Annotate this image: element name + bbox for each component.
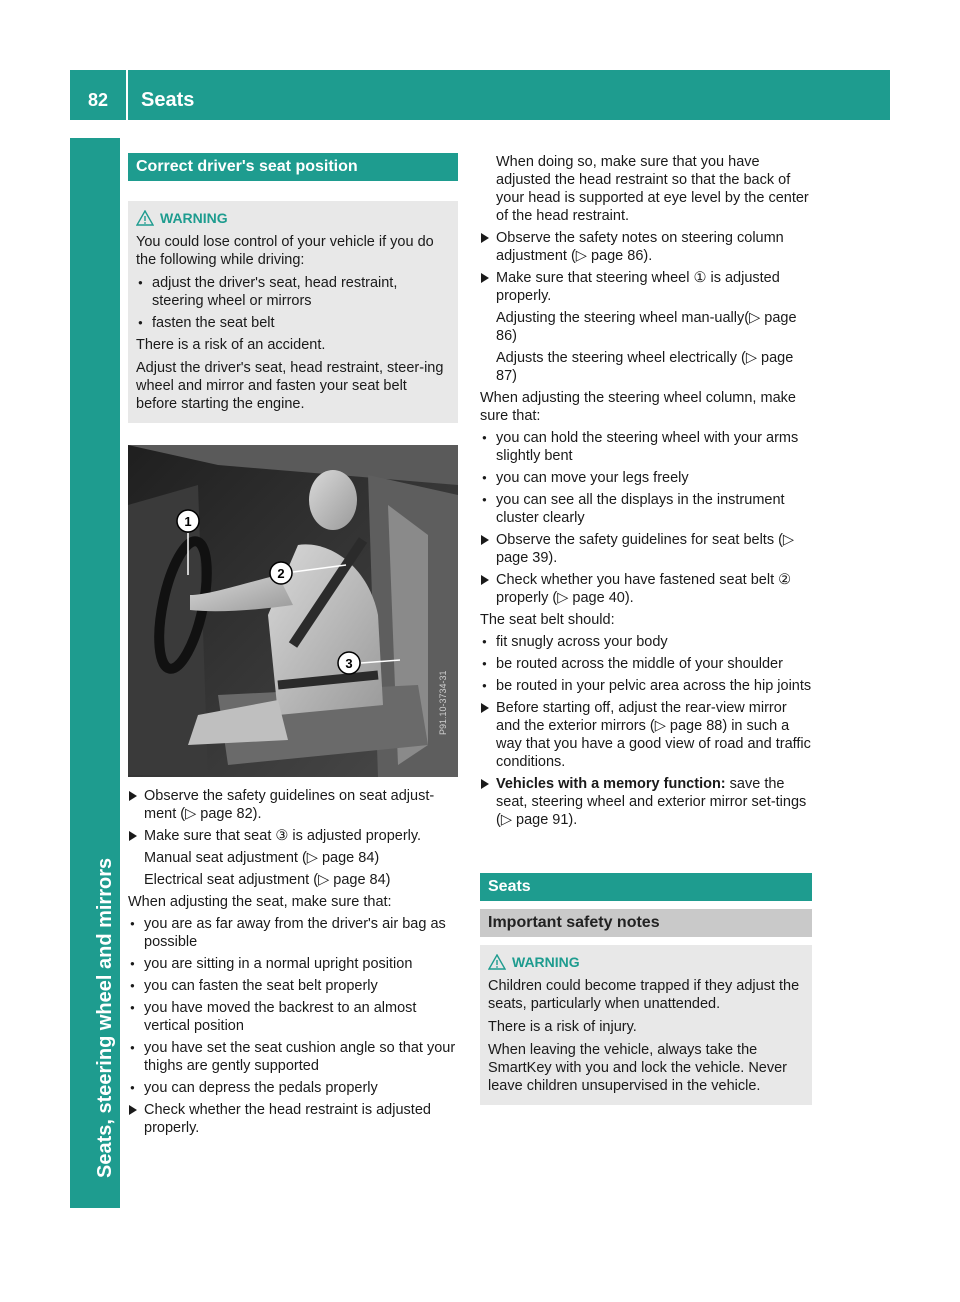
right-column xyxy=(480,153,812,1105)
warning-risk: There is a risk of an accident. xyxy=(136,337,326,353)
seat-bullet: ● you have moved the backrest to an almost vertical position xyxy=(128,999,458,1035)
sub-electric-steering: Adjusts the steering wheel electrically (▷ page 87) xyxy=(496,350,794,384)
step-seat-belt-guidelines: Observe the safety guidelines for seat belts (▷ page 39). xyxy=(480,531,812,567)
section-title-correct-seat: Correct driver's seat position xyxy=(128,153,458,181)
belt-bullet: ● be routed in your pelvic area across the hip joints xyxy=(480,677,812,695)
seat-bullet: ● you can depress the pedals properly xyxy=(128,1079,458,1097)
step-memory-function xyxy=(480,775,812,829)
warning-advice: Adjust the driver's seat, head restraint, steer-ing wheel and mirror and fasten your seat belt before starting the engine. xyxy=(136,360,444,412)
step-adjust-mirrors: Before starting off, adjust the rear-view mirror and the exterior mirrors (▷ page 88) in such a way that you have a good view of road and traffic conditions. xyxy=(480,699,812,771)
warning-children-line1: Children could become trapped if they adjust the seats, particularly when unattended. xyxy=(488,978,800,1012)
when-adjusting-steering: When adjusting the steering wheel column, make sure that: xyxy=(480,390,796,424)
warning-children-line2: There is a risk of injury. xyxy=(488,1019,637,1035)
step-check-seat-belt: Check whether you have fastened seat belt ② properly (▷ page 40). xyxy=(480,571,812,607)
head-shape xyxy=(309,470,357,530)
subtitle-important-safety: Important safety notes xyxy=(480,909,812,937)
step-steering-column-notes: Observe the safety notes on steering column adjustment (▷ page 86). xyxy=(480,229,812,265)
image-code: P91.10-3734-31 xyxy=(438,670,448,735)
warning-label: WARNING xyxy=(160,210,228,226)
memory-function-label: Vehicles with a memory function: xyxy=(496,776,726,792)
sub-manual-seat: Manual seat adjustment (▷ page 84) xyxy=(144,850,380,866)
driver-seat-illustration xyxy=(128,445,458,777)
memory-function-text: save the seat, steering wheel and exterior mirror set-tings (▷ page 91). xyxy=(496,776,807,828)
step-seat-adjusted: Make sure that seat ③ is adjusted properly. xyxy=(128,827,458,845)
seat-bullet: ● you have set the seat cushion angle so that your thighs are gently supported xyxy=(128,1039,458,1075)
seat-bullet: ● you are as far away from the driver's air bag as possible xyxy=(128,915,458,951)
steering-bullet: ● you can move your legs freely xyxy=(480,469,812,487)
sub-manual-steering: Adjusting the steering wheel man-ually(▷ page 86) xyxy=(496,310,797,344)
step-seat-guidelines: Observe the safety guidelines on seat adjust-ment (▷ page 82). xyxy=(128,787,458,823)
sub-electrical-seat: Electrical seat adjustment (▷ page 84) xyxy=(144,872,391,888)
warning-heading xyxy=(488,953,804,971)
step-steering-wheel-adjusted: Make sure that steering wheel ① is adjusted properly. xyxy=(480,269,812,305)
section-title-seats: Seats xyxy=(480,873,812,901)
steering-bullet: ● you can hold the steering wheel with your arms slightly bent xyxy=(480,429,812,465)
left-column xyxy=(128,153,458,1141)
belt-bullet: ● be routed across the middle of your shoulder xyxy=(480,655,812,673)
step-head-restraint: Check whether the head restraint is adjusted properly. xyxy=(128,1101,458,1137)
seat-bullet: ● you are sitting in a normal upright position xyxy=(128,955,458,973)
warning-box-accident xyxy=(128,201,458,423)
warning-triangle-icon xyxy=(136,210,154,226)
warning-label: WARNING xyxy=(512,954,580,970)
steering-bullet: ● you can see all the displays in the instrument cluster clearly xyxy=(480,491,812,527)
callout-2-label: 2 xyxy=(277,566,285,581)
warning-bullet: ● adjust the driver's seat, head restraint, steering wheel or mirrors xyxy=(136,274,450,310)
warning-intro: You could lose control of your vehicle if you do the following while driving: xyxy=(136,234,434,268)
warning-bullet: ● fasten the seat belt xyxy=(136,314,450,332)
driver-illustration xyxy=(128,445,458,777)
seat-bullet: ● you can fasten the seat belt properly xyxy=(128,977,458,995)
page-number: 82 xyxy=(87,90,109,110)
when-adjusting-seat: When adjusting the seat, make sure that: xyxy=(128,894,392,910)
header-divider xyxy=(126,70,128,120)
warning-triangle-icon xyxy=(488,954,506,970)
callout-3-label: 3 xyxy=(345,656,353,671)
head-restraint-continuation: When doing so, make sure that you have adjusted the head restraint so that the back of your head is supported at eye level by the center of the head restraint. xyxy=(496,154,809,224)
side-tab-text: Seats, steering wheel and mirrors xyxy=(94,857,116,1178)
header-title: Seats xyxy=(141,89,195,111)
belt-bullet: ● fit snugly across your body xyxy=(480,633,812,651)
seat-belt-should: The seat belt should: xyxy=(480,612,615,628)
warning-children-line3: When leaving the vehicle, always take the SmartKey with you and lock the vehicle. Never leave children unsupervised in the vehicle. xyxy=(488,1042,787,1094)
callout-1-label: 1 xyxy=(184,514,192,529)
warning-heading xyxy=(136,209,450,227)
warning-box-children xyxy=(480,945,812,1105)
